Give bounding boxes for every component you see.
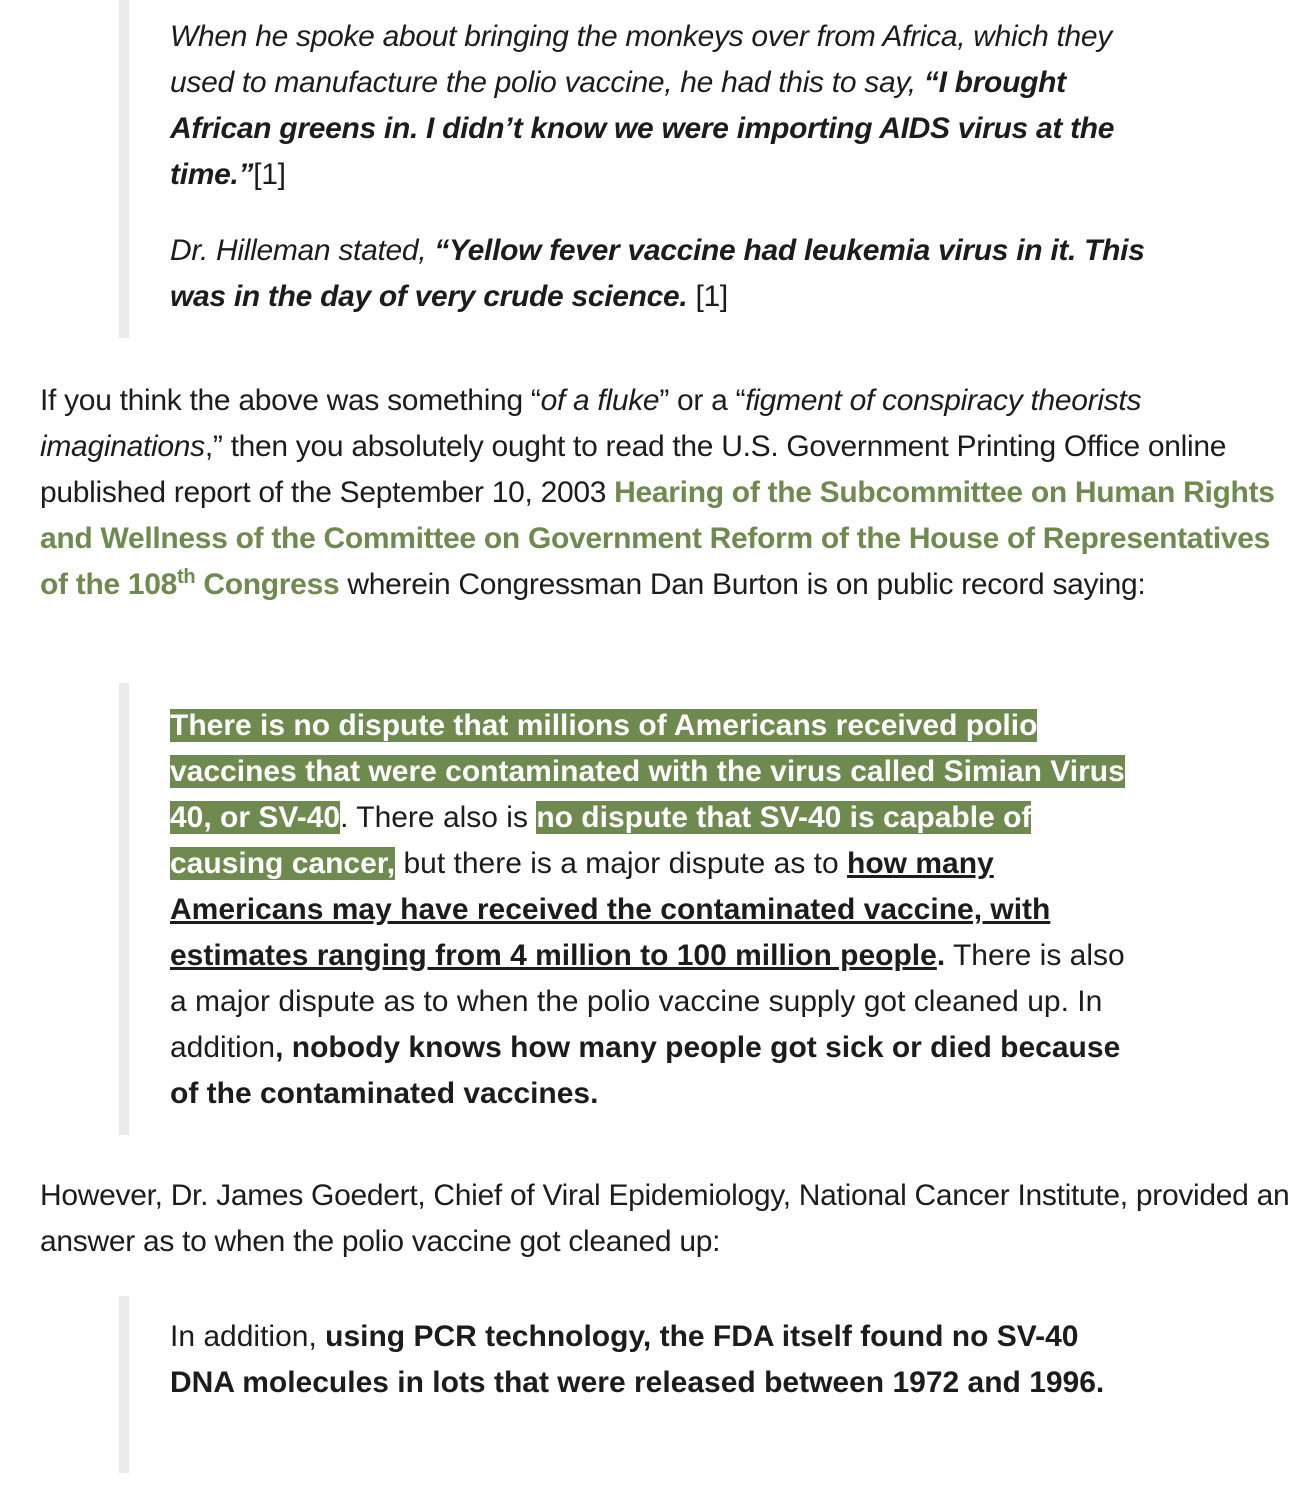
quote-paragraph-yellow-fever <box>170 228 1149 320</box>
link-text[interactable]: Congress <box>195 568 340 601</box>
text: ” or a “ <box>659 384 746 417</box>
quote-bold: “I brought African greens in. I didn’t know we were importing AIDS virus at the time.” <box>170 66 1115 191</box>
quote-text: When he spoke about bringing the monkeys over from Africa, which they used to manufacture the polio vaccine, he had this to say, <box>170 20 1113 99</box>
highlighted-text: no dispute that SV-40 is capable of causing cancer, <box>170 801 1032 880</box>
text: There is also a major dispute as to when the polio vaccine supply got cleaned up. In addition <box>170 939 1125 1064</box>
paragraph-hearing-intro <box>40 378 1302 608</box>
text: In addition, <box>170 1320 326 1353</box>
blockquote-fda <box>119 1296 1149 1473</box>
italic-text: of a fluke <box>540 384 660 417</box>
bold-text: , nobody knows how many people got sick or died because of the contaminated vaccines. <box>170 1031 1121 1110</box>
quote-paragraph-monkeys <box>170 14 1149 198</box>
text: but there is a major dispute as to <box>395 847 848 880</box>
underlined-text: how many Americans may have received the contaminated vaccine, with estimates ranging from 4 million to 100 million people <box>170 847 1051 972</box>
highlighted-text: There is no dispute that millions of Americans received polio vaccines that were contaminated with the virus called Simian Virus 40, or SV-40 <box>170 709 1125 834</box>
bold-text: . <box>936 939 946 972</box>
bold-text: using PCR technology, the FDA itself found no SV-40 DNA molecules in lots that were released between 1972 and 1996. <box>170 1320 1105 1399</box>
footnote-ref[interactable]: [1] <box>253 158 286 191</box>
link-text[interactable]: Hearing of the Subcommittee on Human Rights and Wellness of the Committee on Government Reform of the House of Representatives of the 108 <box>40 476 1275 601</box>
text: ,” then you absolutely ought to read the U.S. Government Printing Office online published report of the September 10, 2003 <box>40 430 1227 509</box>
quote-bold: “Yellow fever vaccine had leukemia virus in it. This was in the day of very crude science. <box>170 234 1145 313</box>
footnote-ref[interactable]: [1] <box>687 280 728 313</box>
link-superscript[interactable]: th <box>177 566 196 588</box>
italic-text: figment of conspiracy theorists imaginations <box>40 384 1142 463</box>
quote-text: Dr. Hilleman stated, <box>170 234 435 267</box>
text: . There also is <box>340 801 537 834</box>
text: wherein Congressman Dan Burton is on public record saying: <box>339 568 1146 601</box>
text: If you think the above was something “ <box>40 384 541 417</box>
quote-paragraph-sv40 <box>170 703 1149 1117</box>
paragraph-goedert: However, Dr. James Goedert, Chief of Viral Epidemiology, National Cancer Institute, provided an answer as to when the polio vaccine got cleaned up: <box>40 1179 1290 1258</box>
quote-paragraph-pcr <box>170 1314 1149 1406</box>
blockquote-burton <box>119 683 1149 1135</box>
blockquote-hilleman <box>119 0 1149 338</box>
